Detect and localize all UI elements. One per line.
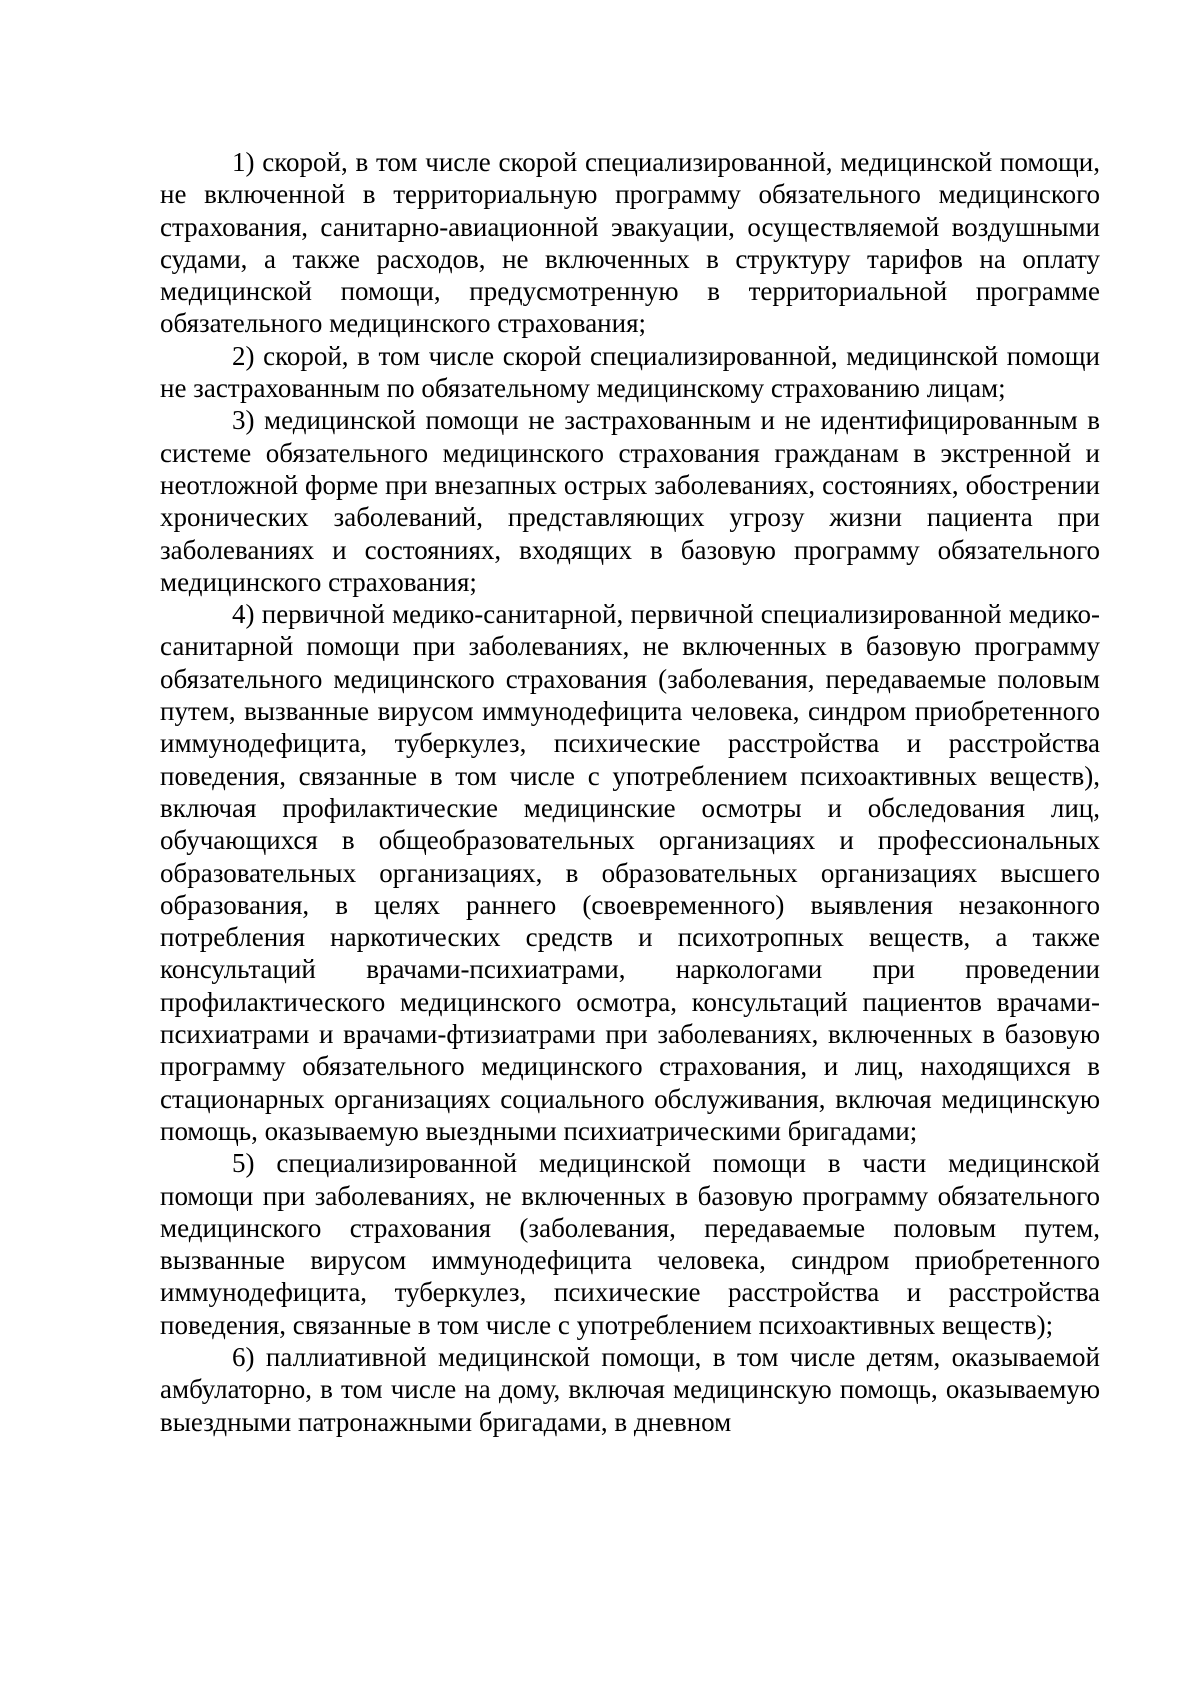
paragraph-item-2: 2) скорой, в том числе скорой специализированной, медицинской помощи не застрахованным по обязательному медицинскому страхованию лицам; — [160, 340, 1100, 404]
paragraph-item-5: 5) специализированной медицинской помощи в части медицинской помощи при заболеваниях, не включенных в базовую программу обязательного медицинского страхования (заболевания, передаваемые половым путем, вызванные вирусом иммунодефицита человека, синдром приобретенного иммунодефицита, туберкулез, психические расстройства и расстройства поведения, связанные в том числе с употреблением психоактивных веществ); — [160, 1148, 1100, 1340]
paragraph-item-3: 3) медицинской помощи не застрахованным и не идентифицированным в системе обязательного медицинского страхования гражданам в экстренной и неотложной форме при внезапных острых заболеваниях, состояниях, обострении хронических заболеваний, представляющих угрозу жизни пациента при заболеваниях и состояниях, входящих в базовую программу обязательного медицинского страхования; — [160, 405, 1100, 597]
paragraph-item-6: 6) паллиативной медицинской помощи, в том числе детям, оказываемой амбулаторно, в том числе на дому, включая медицинскую помощь, оказываемую выездными патронажными бригадами, в дневном — [160, 1341, 1100, 1437]
paragraph-item-1: 1) скорой, в том числе скорой специализированной, медицинской помощи, не включенной в территориальную программу обязательного медицинского страхования, санитарно-авиационной эвакуации, осуществляемой воздушными судами, а также расходов, не включенных в структуру тарифов на оплату медицинской помощи, предусмотренную в территориальной программе обязательного медицинского страхования; — [160, 147, 1100, 339]
document-body — [160, 146, 1100, 1438]
paragraph-item-4: 4) первичной медико-санитарной, первичной специализированной медико-санитарной помощи при заболеваниях, не включенных в базовую программу обязательного медицинского страхования (заболевания, передаваемые половым путем, вызванные вирусом иммунодефицита человека, синдром приобретенного иммунодефицита, туберкулез, психические расстройства и расстройства поведения, связанные в том числе с употреблением психоактивных веществ), включая профилактические медицинские осмотры и обследования лиц, обучающихся в общеобразовательных организациях и профессиональных образовательных организациях, в образовательных организациях высшего образования, в целях раннего (своевременного) выявления незаконного потребления наркотических средств и психотропных веществ, а также консультаций врачами-психиатрами, наркологами при проведении профилактического медицинского осмотра, консультаций пациентов врачами-психиатрами и врачами-фтизиатрами при заболеваниях, включенных в базовую программу обязательного медицинского страхования, и лиц, находящихся в стационарных организациях социального обслуживания, включая медицинскую помощь, оказываемую выездными психиатрическими бригадами; — [160, 599, 1100, 1146]
